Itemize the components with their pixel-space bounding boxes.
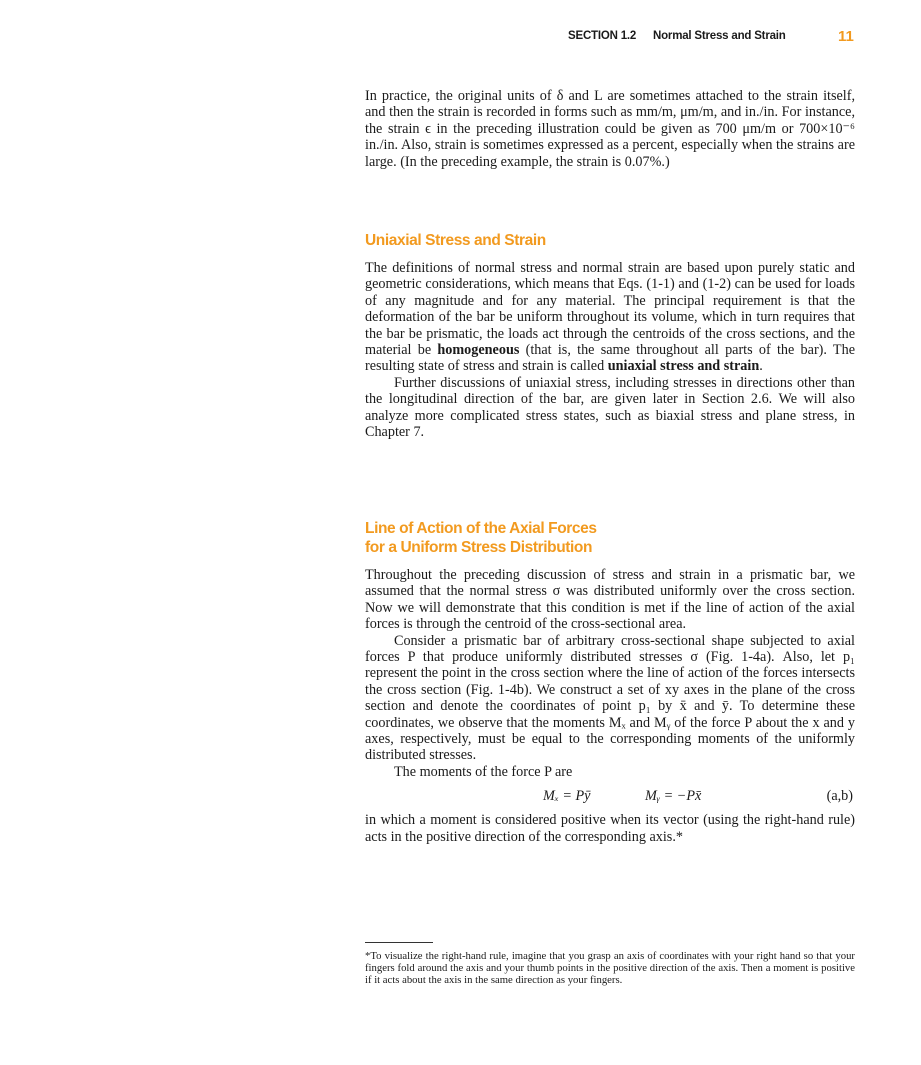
intro-paragraph: In practice, the original units of δ and L are sometimes attached to the strain itself, and then the strain is recorded in forms such as mm/m, μm/m, and in./in. For instance, the strain ϵ in the preceding illustration could be given as 700 μm/m or 700×10⁻⁶ in./in. Also, strain is sometimes expressed as a percent, especially when the strains are large. (In the preceding example, the strain is 0.07%.) [365,88,855,170]
uniaxial-paragraph-1: The definitions of normal stress and normal strain are based upon purely static and geometric considerations, which means that Eqs. (1-1) and (1-2) can be used for loads of any magnitude and for any material. The principal requirement is that the deformation of the bar be uniform throughout its volume, which in turn requires that the bar be prismatic, the loads act through the centroids of the cross sections, and the material be homogeneous (that is, the same throughout all parts of the bar). The resulting state of stress and strain is called uniaxial stress and strain. [365,260,855,375]
equation-ab [365,786,855,808]
footnote-divider [365,942,433,943]
loa-paragraph-1: Throughout the preceding discussion of stress and strain in a prismatic bar, we assumed that the normal stress σ was distributed uniformly over the cross section. Now we will demonstrate that this condition is met if the line of action of the axial forces is through the centroid of the cross-sectional area. [365,567,855,633]
loa-paragraph-2: Consider a prismatic bar of arbitrary cross-sectional shape subjected to axial forces P that produce uniformly distributed stresses σ (Fig. 1-4a). Also, let p₁ represent the point in the cross section where the line of action of the forces intersects the cross section (Fig. 1-4b). We construct a set of xy axes in the plane of the cross section and denote the coordinates of point p₁ by x̄ and ȳ. To determine these coordinates, we observe that the moments Mₓ and Mᵧ of the force P about the x and y axes, respectively, must be equal to the corresponding moments of the uniformly distributed stresses. [365,632,855,764]
uniaxial-section [365,231,855,440]
line-of-action-heading: Line of Action of the Axial Forces for a Uniform Stress Distribution [365,520,597,556]
uniaxial-paragraph-2: Further discussions of uniaxial stress, including stresses in directions other than the longitudinal direction of the bar, are given later in Section 2.6. We will also analyze more complicated stress states, such as biaxial stress and plane stress, in Chapter 7. [365,374,855,441]
equation-tag: (a,b) [826,788,853,805]
loa-paragraph-4: in which a moment is considered positive when its vector (using the right-hand rule) acts in the positive direction of the corresponding axis.* [365,812,855,845]
footnote: *To visualize the right-hand rule, imagine that you grasp an axis of coordinates with your right hand so that your fingers fold around the axis and your thumb points in the positive direction of the axis. Then a moment is positive if it acts about the axis in the same direction as your fingers. [365,950,855,986]
term-homogeneous: homogeneous [437,342,520,359]
equation-my: Mᵧ = −Px̄ [645,788,702,805]
section-title: Normal Stress and Strain [653,30,786,42]
section-label: SECTION 1.2 [568,30,637,42]
line-of-action-section [365,519,855,845]
page-number: 11 [838,28,854,45]
uniaxial-heading: Uniaxial Stress and Strain [365,232,546,249]
running-header [568,28,858,48]
equation-mx: Mₓ = Pȳ [543,788,591,805]
term-uniaxial-stress: uniaxial stress and strain [607,358,760,375]
intro-block [365,88,855,170]
loa-paragraph-3: The moments of the force P are [394,763,573,780]
